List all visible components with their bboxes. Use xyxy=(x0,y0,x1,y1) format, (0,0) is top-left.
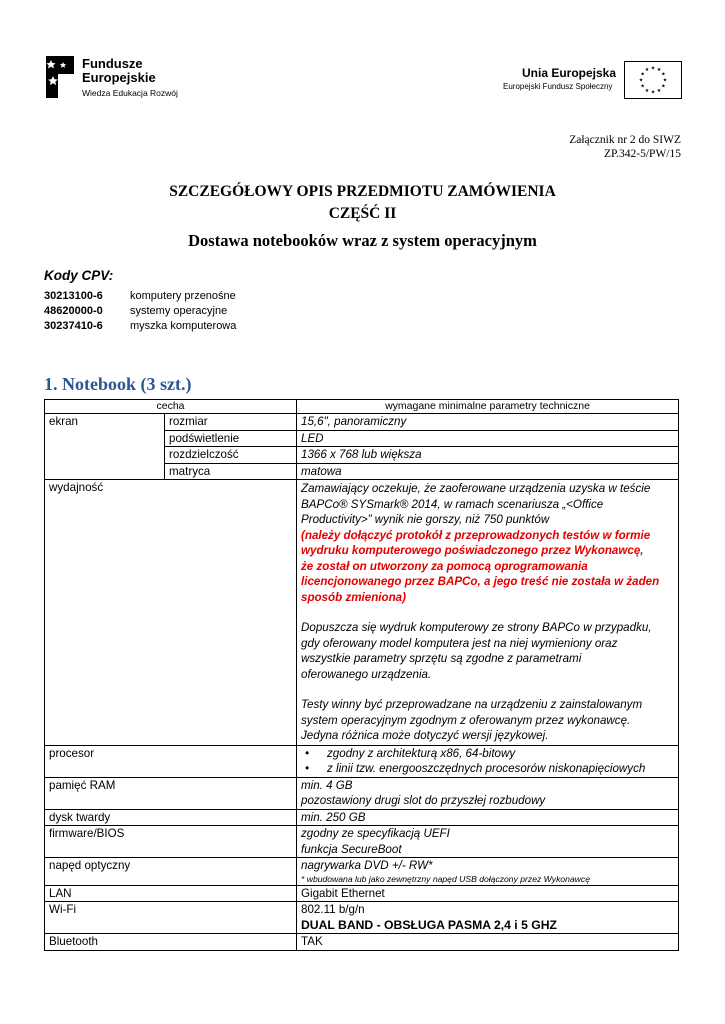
reference-line1: Załącznik nr 2 do SIWZ xyxy=(569,134,681,146)
fundusze-europejskie-logo xyxy=(44,54,204,102)
spec-table xyxy=(44,399,679,951)
row-value: LED xyxy=(297,430,679,447)
perf-text: Zamawiający oczekuje, że zaoferowane urządzenia uzyska w teście xyxy=(301,482,651,495)
eu-star-icon: ★ xyxy=(662,77,668,84)
header-feature: cecha xyxy=(45,400,297,414)
sub-label: podświetlenie xyxy=(165,430,297,447)
fe-logo-line1: Fundusze xyxy=(82,56,143,71)
row-value xyxy=(297,826,679,858)
list-item xyxy=(301,761,674,777)
row-value xyxy=(297,745,679,777)
table-row xyxy=(45,480,679,746)
cpv-label: komputery przenośne xyxy=(130,290,236,302)
row-label-wifi: Wi-Fi xyxy=(45,902,297,934)
perf-text: Testy winny być przeprowadzane na urządzeniu z zainstalowanym xyxy=(301,698,643,711)
eu-star-icon: ★ xyxy=(650,65,656,72)
cpv-row xyxy=(44,320,236,332)
table-row xyxy=(45,934,679,951)
eu-star-icon: ★ xyxy=(640,83,645,90)
row-value xyxy=(297,902,679,934)
document-part: CZĘŚĆ II xyxy=(328,205,397,222)
row-label-lan: LAN xyxy=(45,885,297,902)
row-value: TAK xyxy=(297,934,679,951)
wifi-dual-band: DUAL BAND - OBSŁUGA PASMA 2,4 i 5 GHZ xyxy=(301,917,557,932)
fe-logo-line2: Europejskie xyxy=(82,70,156,85)
ram-line: min. 4 GB xyxy=(301,778,353,792)
perf-red-note: (należy dołączyć protokół z przeprowadzonych testów w formie xyxy=(301,528,651,542)
list-item-text: z linii tzw. energooszczędnych procesorów niskonapięciowych xyxy=(327,762,646,775)
table-row xyxy=(45,809,679,826)
sub-label: matryca xyxy=(165,463,297,480)
table-header-row xyxy=(45,400,679,414)
list-item-text: zgodny z architekturą x86, 64-bitowy xyxy=(327,746,516,760)
perf-text: Jedyna różnica może dotyczyć wersji językowej. xyxy=(301,729,549,742)
cpv-label: myszka komputerowa xyxy=(130,320,237,332)
eu-star-icon: ★ xyxy=(650,89,656,96)
table-row xyxy=(45,902,679,934)
fe-logo-line3: Wiedza Edukacja Rozwój xyxy=(82,88,178,98)
table-row xyxy=(45,826,679,858)
bullet-icon: • xyxy=(305,746,310,760)
row-label-bluetooth: Bluetooth xyxy=(45,934,297,951)
bios-line: funkcja SecureBoot xyxy=(301,842,402,856)
reference-line2: ZP.342-5/PW/15 xyxy=(604,148,681,160)
drive-line: nagrywarka DVD +/- RW* xyxy=(301,859,433,872)
perf-text: gdy oferowany model komputera jest na niej wymieniony oraz xyxy=(301,636,618,650)
cpv-code: 30237410-6 xyxy=(44,320,103,332)
perf-text: Dopuszcza się wydruk komputerowy ze strony BAPCo w przypadku, xyxy=(301,621,652,634)
perf-text: oferowanego urządzenia. xyxy=(301,667,432,681)
header-requirements: wymagane minimalne parametry techniczne xyxy=(297,400,679,414)
table-row xyxy=(45,414,679,431)
eu-flag-icon xyxy=(624,61,682,99)
perf-red-note: licencjonowanego przez BAPCo, a jego treść nie została w żaden xyxy=(301,575,660,588)
ram-line: pozostawiony drugi slot do przyszłej rozbudowy xyxy=(301,794,546,807)
unia-europejska-logo xyxy=(500,60,686,100)
eu-star-icon: ★ xyxy=(656,67,662,74)
document-reference xyxy=(569,133,681,161)
eu-star-icon: ★ xyxy=(656,87,662,94)
eu-star-icon: ★ xyxy=(661,83,666,90)
row-label-bios: firmware/BIOS xyxy=(45,826,297,858)
section-heading: 1. Notebook (3 szt.) xyxy=(44,374,192,394)
eu-logo-line2: Europejski Fundusz Społeczny xyxy=(503,82,613,91)
row-label-ekran: ekran xyxy=(45,414,165,480)
perf-text: Productivity>” wynik nie gorszy, niż 750 punktów xyxy=(301,513,550,526)
cpv-row xyxy=(44,305,227,317)
table-row xyxy=(45,777,679,809)
row-value xyxy=(297,777,679,809)
row-value: matowa xyxy=(297,463,679,480)
row-label-ram: pamięć RAM xyxy=(45,777,297,809)
row-label-procesor: procesor xyxy=(45,745,297,777)
row-value: 15,6", panoramiczny xyxy=(297,414,679,431)
perf-text: wszystkie parametry sprzętu są zgodne z parametrami xyxy=(301,652,582,665)
document-title: SZCZEGÓŁOWY OPIS PRZEDMIOTU ZAMÓWIENIA xyxy=(169,183,556,200)
table-row xyxy=(45,858,679,886)
cpv-code: 30213100-6 xyxy=(44,290,103,302)
table-row xyxy=(45,885,679,902)
row-label-dysk: dysk twardy xyxy=(45,809,297,826)
cpv-title: Kody CPV: xyxy=(44,268,114,283)
row-value: Gigabit Ethernet xyxy=(297,885,679,902)
document-subtitle: Dostawa notebooków wraz z system operacyjnym xyxy=(188,231,537,250)
eu-star-icon: ★ xyxy=(640,71,645,78)
list-item xyxy=(301,746,674,762)
wifi-line: 802.11 b/g/n xyxy=(301,903,365,916)
sub-label: rozdzielczość xyxy=(165,447,297,464)
sub-label: rozmiar xyxy=(165,414,297,431)
perf-text: BAPCo® SYSmark® 2014, w ramach scenariusza „<Office xyxy=(301,497,604,511)
fe-star-flag-icon xyxy=(44,54,78,100)
table-row xyxy=(45,745,679,777)
perf-red-note: że został on utworzony za pomocą oprogramowania xyxy=(301,559,588,573)
eu-star-icon: ★ xyxy=(644,67,650,74)
bios-line: zgodny ze specyfikacją UEFI xyxy=(301,827,450,840)
perf-red-note: wydruku komputerowego poświadczonego przez Wykonawcę, xyxy=(301,544,644,557)
performance-requirement xyxy=(297,480,679,746)
row-label-wydajnosc: wydajność xyxy=(45,480,297,746)
perf-red-note: sposób zmieniona) xyxy=(301,590,406,604)
cpv-row xyxy=(44,290,236,302)
bullet-icon: • xyxy=(305,762,310,775)
cpv-label: systemy operacyjne xyxy=(130,305,228,317)
perf-text: system operacyjnym zgodnym z oferowanym przez wykonawcę. xyxy=(301,713,631,727)
cpv-code: 48620000-0 xyxy=(44,305,103,317)
processor-list xyxy=(301,746,674,777)
eu-star-icon: ★ xyxy=(644,87,650,94)
row-value: 1366 x 768 lub większa xyxy=(297,447,679,464)
row-label-naped: napęd optyczny xyxy=(45,858,297,886)
eu-logo-line1: Unia Europejska xyxy=(522,66,617,80)
drive-footnote: * wbudowana lub jako zewnętrzny napęd USB dołączony przez Wykonawcę xyxy=(301,873,591,884)
row-value xyxy=(297,858,679,886)
row-value: min. 250 GB xyxy=(297,809,679,826)
eu-star-icon: ★ xyxy=(638,77,644,84)
eu-star-icon: ★ xyxy=(661,71,666,78)
